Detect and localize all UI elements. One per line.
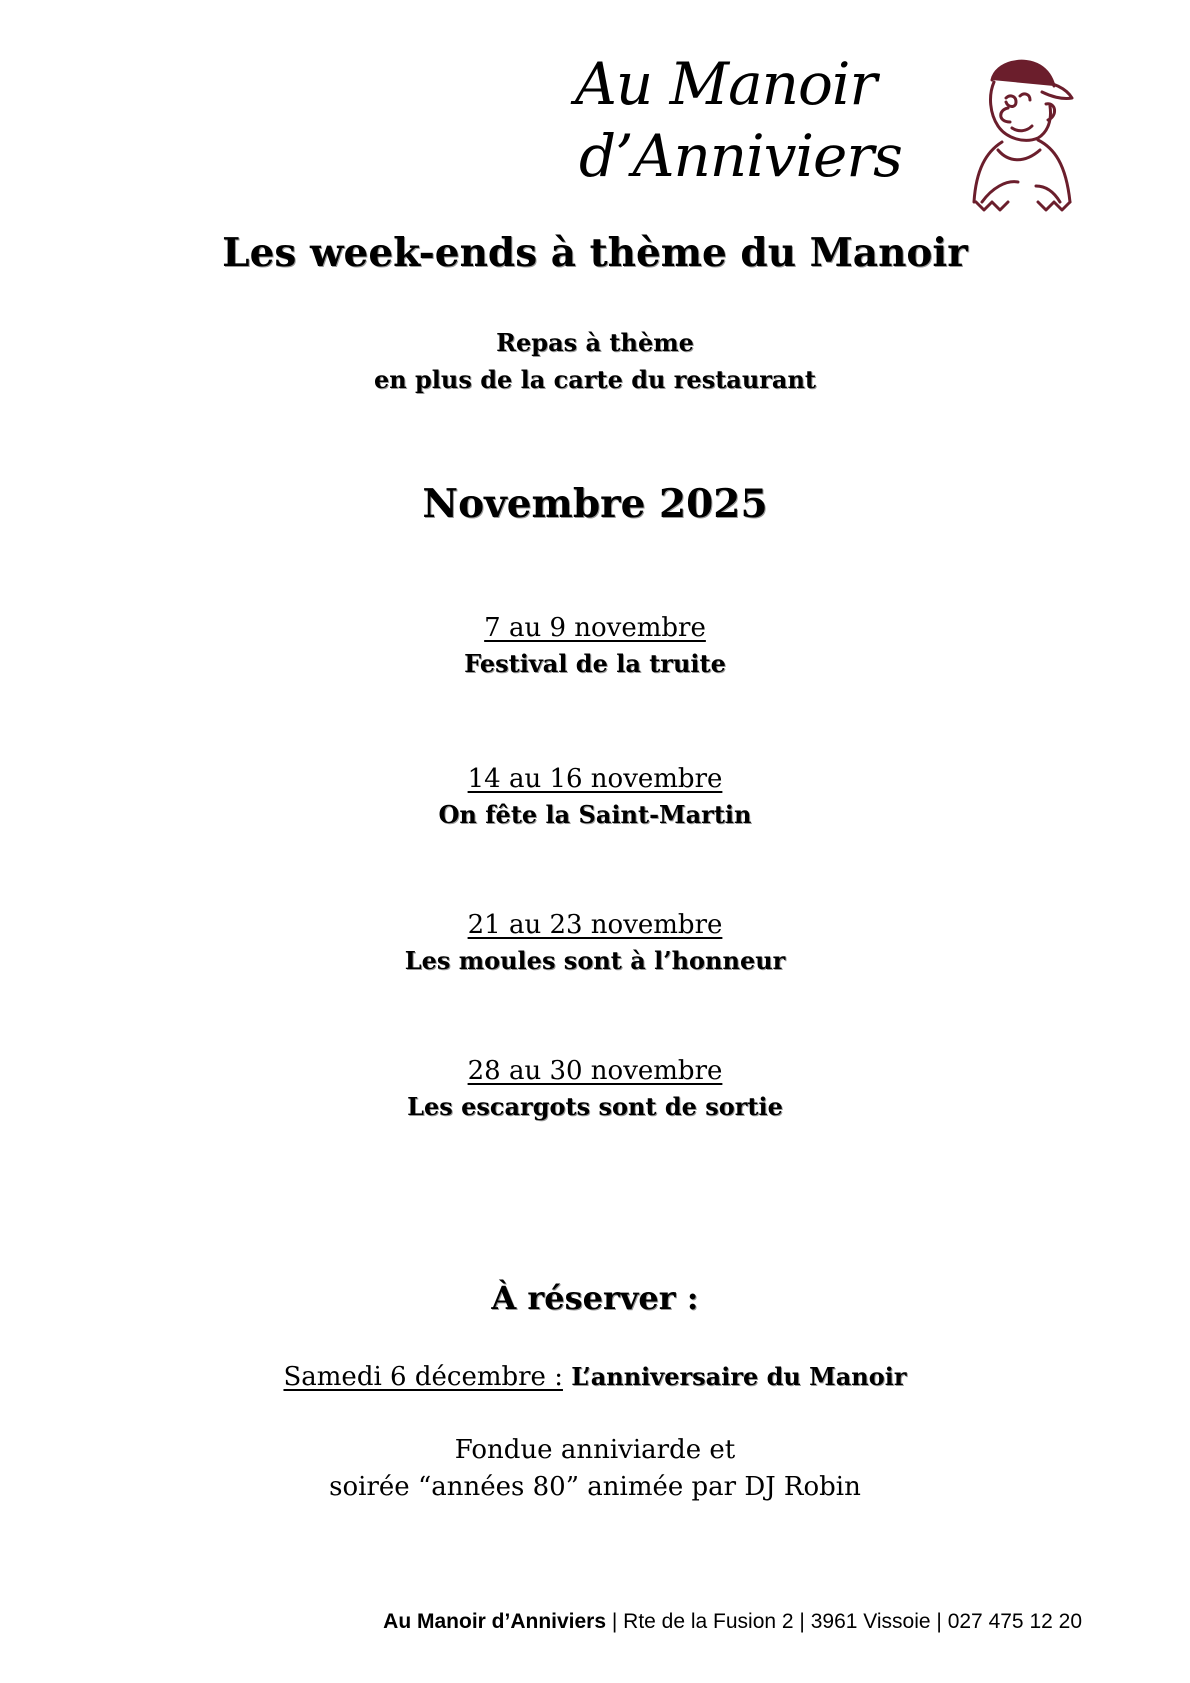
footer-name: Au Manoir d’Anniviers [383,1610,607,1633]
event-date: 28 au 30 novembre [467,1056,723,1086]
page-title: Les week-ends à thème du Manoir [222,230,968,276]
logo-line-1: Au Manoir [575,50,877,118]
subtitle-line-2: en plus de la carte du restaurant [373,365,817,394]
event-item [0,1053,1190,1125]
event-name: Festival de la truite [464,649,726,678]
event-item [0,761,1190,833]
reserve-heading: À réserver : [491,1279,699,1317]
reserve-event [0,1358,1190,1396]
footer-details: | Rte de la Fusion 2 | 3961 Vissoie | 027 475 12 20 [606,1610,1082,1633]
event-name: On fête la Saint-Martin [438,800,752,829]
mascot-icon [962,52,1082,212]
event-item [0,907,1190,979]
subtitle-line-1: Repas à thème [496,328,694,357]
reserve-desc-line-2: soirée “années 80” animée par DJ Robin [329,1472,861,1502]
footer-contact [383,1608,1082,1636]
event-date: 21 au 23 novembre [467,910,723,940]
month-heading: Novembre 2025 [422,481,768,527]
event-name: Les escargots sont de sortie [407,1092,783,1121]
subtitle [0,324,1190,398]
reserve-desc-line-1: Fondue anniviarde et [454,1435,736,1465]
event-item [0,610,1190,682]
reserve-event-name: L’anniversaire du Manoir [571,1362,907,1391]
restaurant-logo-text [575,48,905,192]
event-name: Les moules sont à l’honneur [404,946,786,975]
reserve-description [0,1432,1190,1506]
event-date: 7 au 9 novembre [484,613,706,643]
reserve-date: Samedi 6 décembre : [283,1362,563,1392]
logo-line-2: d’Anniviers [579,122,902,190]
event-date: 14 au 16 novembre [467,764,723,794]
